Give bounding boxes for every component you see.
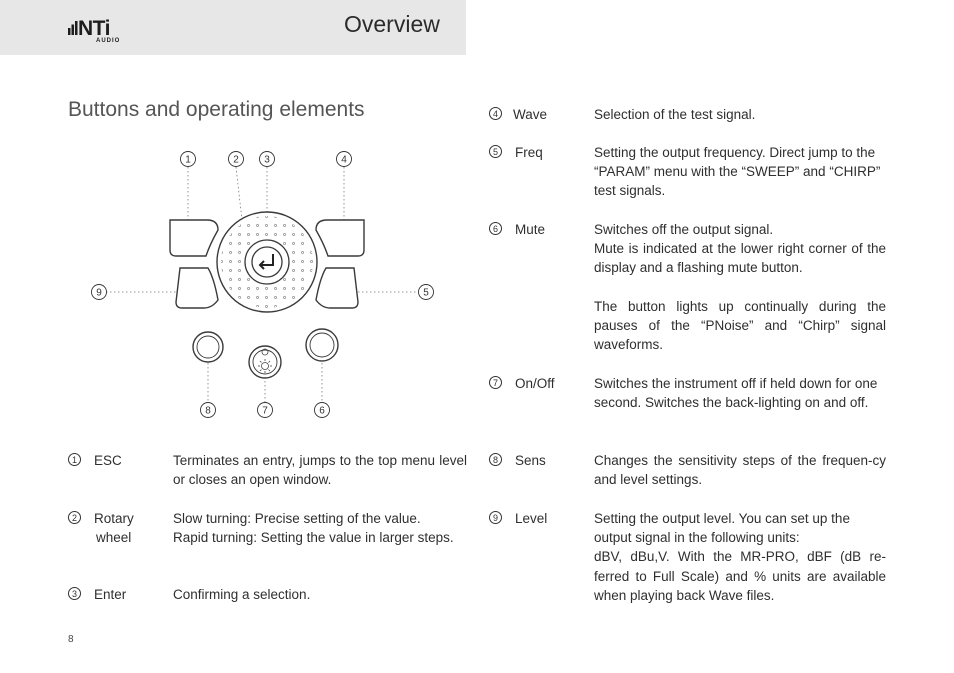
item-description: Switches the instrument off if held down for one second. Switches the back-lighting on and off.	[594, 376, 878, 411]
callout-4-label: 4	[341, 154, 347, 166]
item-number: 5	[489, 145, 502, 158]
item-description-line: Slow turning: Precise setting of the value.	[173, 511, 421, 526]
item-name-line: wheel	[96, 530, 132, 546]
item-name-line: Rotary	[94, 511, 134, 526]
item-description	[594, 509, 886, 605]
logo-subtext: AUDIO	[96, 38, 121, 44]
item-number: 1	[68, 453, 81, 466]
callout-2-label: 2	[233, 154, 239, 166]
item-name: Level	[515, 511, 548, 526]
item-level	[489, 509, 887, 609]
item-description	[594, 220, 886, 354]
callout-6-label: 6	[319, 405, 325, 417]
item-name: Wave	[513, 107, 548, 122]
item-description-line: Switches off the output signal.	[594, 222, 774, 237]
item-description-line: The button lights up continually during the pauses of the “PNoise” and “Chirp” signal waveforms.	[594, 298, 886, 353]
item-description-line: Mute is indicated at the lower right corner of the display and a flashing mute button.	[594, 241, 886, 276]
callout-8-label: 8	[205, 405, 211, 417]
callout-7-label: 7	[262, 405, 268, 417]
device-buttons-diagram	[82, 140, 452, 430]
item-mute	[489, 220, 887, 356]
item-name: On/Off	[515, 376, 555, 391]
item-esc	[68, 451, 468, 491]
mute-button-shape	[306, 329, 338, 361]
level-button-shape	[176, 268, 218, 308]
page-title: Overview	[344, 11, 440, 37]
item-description-line: dBV, dBu,V. With the MR-PRO, dBF (dB re-ferred to Full Scale) and % units are available when playing back Wave files.	[594, 549, 886, 603]
item-number: 6	[489, 222, 502, 235]
page-number: 8	[68, 634, 74, 645]
item-description: Confirming a selection.	[173, 587, 311, 602]
item-number: 9	[489, 511, 502, 524]
wave-button-shape	[316, 220, 364, 256]
item-enter	[68, 585, 468, 605]
logo-mark-icon	[68, 21, 78, 40]
item-name: Enter	[94, 587, 127, 602]
item-name	[94, 509, 154, 547]
item-name: Freq	[515, 145, 543, 160]
item-description	[173, 509, 467, 547]
item-description-line: Rapid turning: Setting the value in larger steps.	[173, 530, 454, 546]
item-onoff	[489, 374, 887, 434]
item-description: Terminates an entry, jumps to the top menu level or closes an open window.	[173, 453, 467, 488]
item-name: Sens	[515, 453, 546, 468]
logo-text: NTi	[78, 17, 110, 40]
onoff-button-shape	[249, 346, 281, 378]
item-description: Setting the output frequency. Direct jump to the “PARAM” menu with the “SWEEP” and “CHIRP” test signals.	[594, 145, 881, 199]
esc-button-shape	[170, 220, 218, 256]
item-number: 8	[489, 453, 502, 466]
sens-button-shape	[193, 332, 223, 362]
item-description: Changes the sensitivity steps of the frequen-cy and level settings.	[594, 453, 886, 488]
section-title: Buttons and operating elements	[68, 98, 365, 121]
item-freq	[489, 143, 887, 203]
item-description: Selection of the test signal.	[594, 107, 756, 122]
item-wave	[489, 105, 887, 125]
item-sens	[489, 451, 887, 491]
item-number: 4	[489, 107, 502, 120]
callout-9-label: 9	[96, 287, 102, 299]
item-number: 7	[489, 376, 502, 389]
freq-button-shape	[316, 268, 358, 308]
item-number: 2	[68, 511, 81, 524]
enter-button-shape	[252, 247, 282, 277]
item-rotary-wheel	[68, 509, 468, 569]
callout-3-label: 3	[264, 154, 270, 166]
item-number: 3	[68, 587, 81, 600]
callout-5-label: 5	[423, 287, 429, 299]
item-name: ESC	[94, 453, 122, 468]
item-description-line: Setting the output level. You can set up the output signal in the following units:	[594, 511, 850, 546]
item-name: Mute	[515, 222, 546, 237]
callout-1-label: 1	[185, 154, 191, 166]
